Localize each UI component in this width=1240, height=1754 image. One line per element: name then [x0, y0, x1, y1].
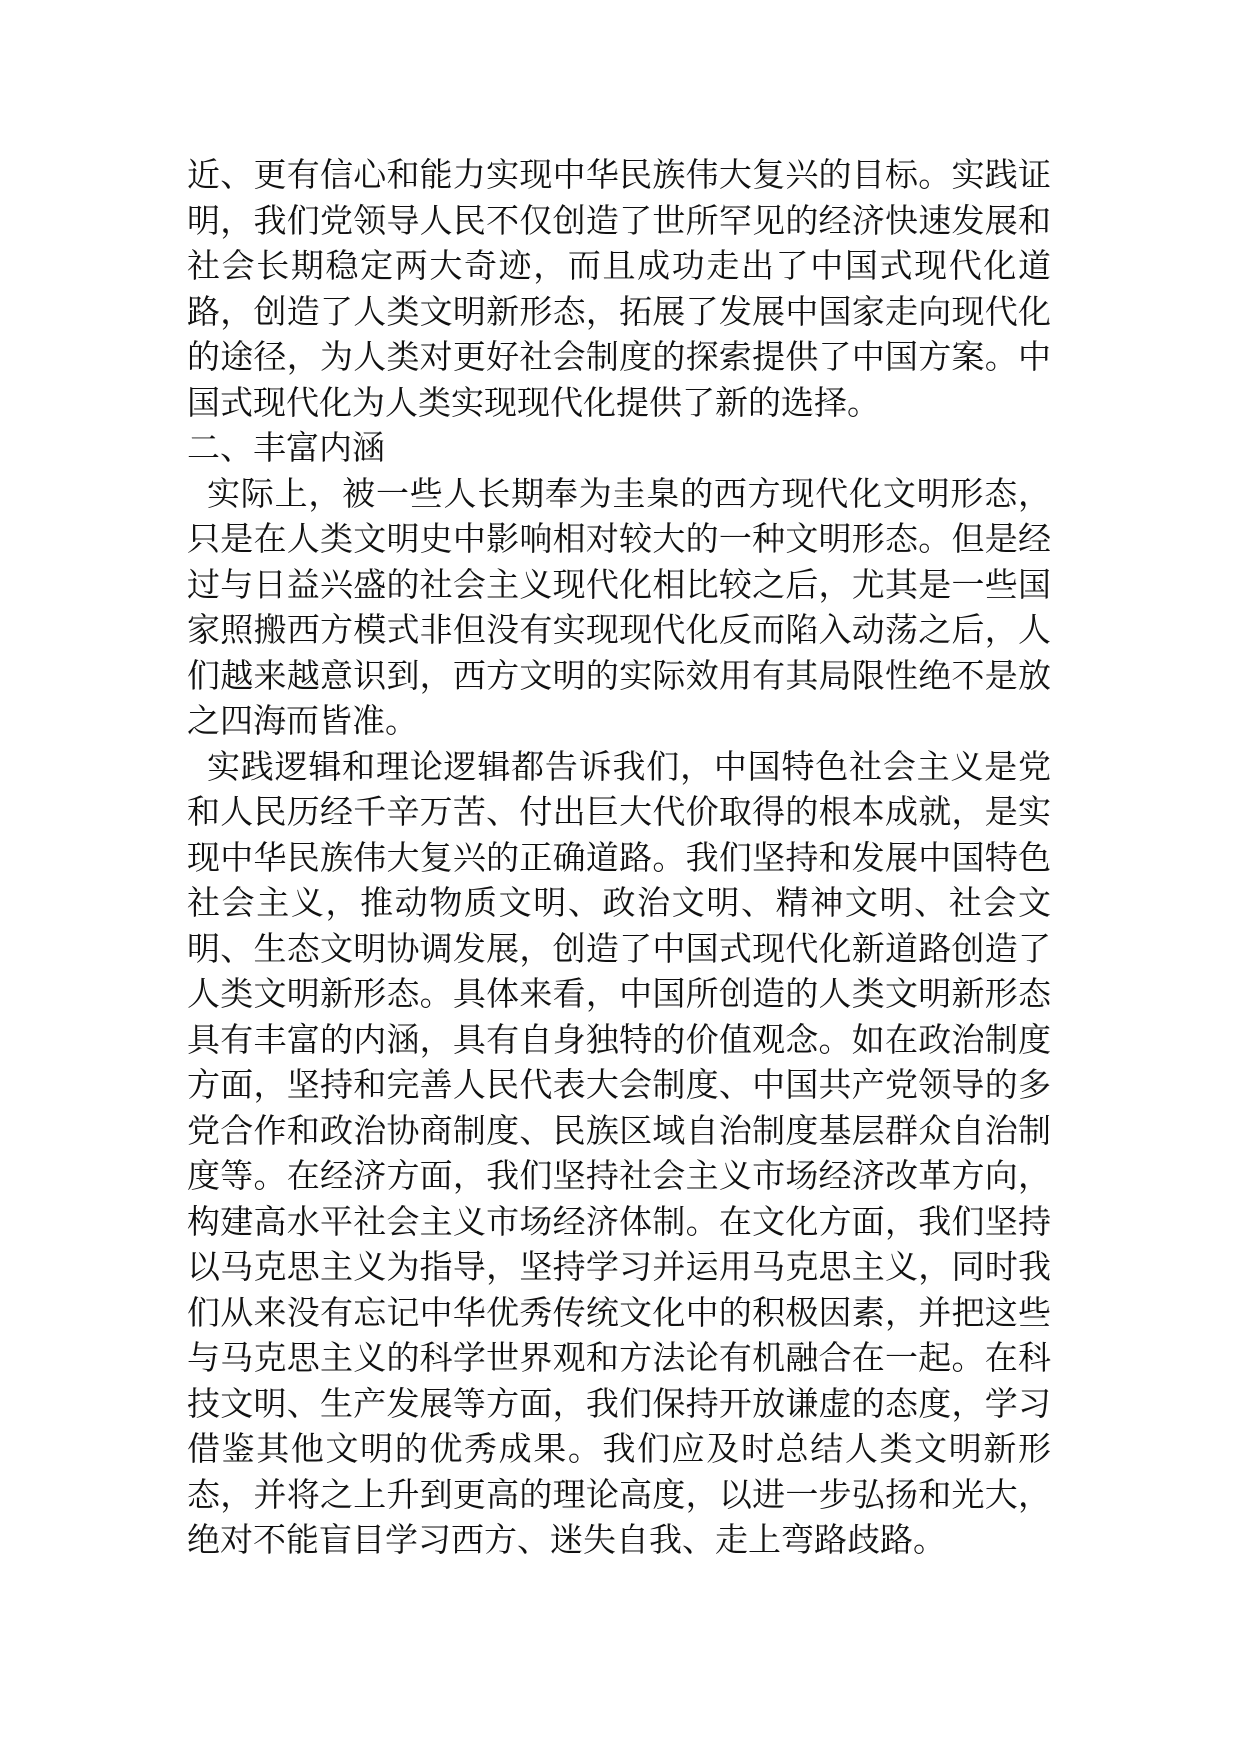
paragraph-socialism-practice: 实践逻辑和理论逻辑都告诉我们，中国特色社会主义是党和人民历经千辛万苦、付出巨大代价取得的根本成就，是实现中华民族伟大复兴的正确道路。我们坚持和发展中国特色社会主义，推动物质文明、政治文明、精神文明、社会文明、生态文明协调发展，创造了中国式现代化新道路创造了人类文明新形态。具体来看，中国所创造的人类文明新形态具有丰富的内涵，具有自身独特的价值观念。如在政治制度方面，坚持和完善人民代表大会制度、中国共产党领导的多党合作和政治协商制度、民族区域自治制度基层群众自治制度等。在经济方面，我们坚持社会主义市场经济改革方向，构建高水平社会主义市场经济体制。在文化方面，我们坚持以马克思主义为指导，坚持学习并运用马克思主义，同时我们从来没有忘记中华优秀传统文化中的积极因素，并把这些与马克思主义的科学世界观和方法论有机融合在一起。在科技文明、生产发展等方面，我们保持开放谦虚的态度，学习借鉴其他文明的优秀成果。我们应及时总结人类文明新形态，并将之上升到更高的理论高度，以进一步弘扬和光大，绝对不能盲目学习西方、迷失自我、走上弯路歧路。 [187, 746, 1051, 1559]
paragraph-western-civilization: 实际上，被一些人长期奉为圭臬的西方现代化文明形态，只是在人类文明史中影响相对较大的一种文明形态。但是经过与日益兴盛的社会主义现代化相比较之后，尤其是一些国家照搬西方模式非但没有实现现代化反而陷入动荡之后，人们越来越意识到，西方文明的实际效用有其局限性绝不是放之四海而皆准。 [187, 473, 1051, 740]
paragraph-continuation: 近、更有信心和能力实现中华民族伟大复兴的目标。实践证明，我们党领导人民不仅创造了世所罕见的经济快速发展和社会长期稳定两大奇迹，而且成功走出了中国式现代化道路，创造了人类文明新形态，拓展了发展中国家走向现代化的途径，为人类对更好社会制度的探索提供了中国方案。中国式现代化为人类实现现代化提供了新的选择。 [187, 155, 1051, 422]
document-body [187, 152, 1051, 1563]
section-heading: 二、丰富内涵 [187, 428, 385, 467]
